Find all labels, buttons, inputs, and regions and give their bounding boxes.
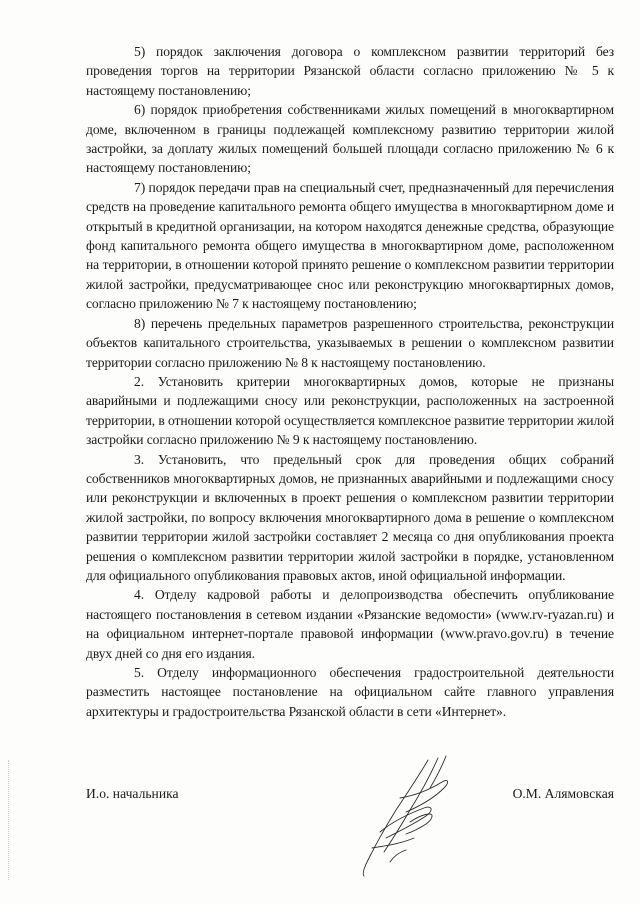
paragraph-item-6: 6) порядок приобретения собственниками жилых помещений в многоквартирном доме, включенном в границы подлежащей комплексному развитию территории жилой застройки, за доплату жилых помещений большей площади согласно приложению № 6 к настоящему постановлению; (86, 102, 614, 176)
document-body (86, 42, 614, 721)
signatory-name: О.М. Алямовская (512, 786, 614, 801)
paragraph-clause-4: 4. Отделу кадровой работы и делопроизводства обеспечить опубликование настоящего постановления в сетевом издании «Рязанские ведомости» (www.rv-ryazan.ru) и на официальном интернет-портале правовой информации (www.pravo.gov.ru) в течение двух дней со дня его издания. (86, 587, 614, 661)
signatory-title: И.о. начальника (86, 786, 179, 801)
signature-block (86, 786, 614, 808)
handwritten-signature (350, 752, 480, 882)
paragraph-item-5: 5) порядок заключения договора о комплексном развитии территорий без проведения торгов на территории Рязанской области согласно приложению № 5 к настоящему постановлению; (86, 44, 614, 98)
paragraph-item-7: 7) порядок передачи прав на специальный счет, предназначенный для перечисления средств на проведение капитального ремонта общего имущества в многоквартирном доме и открытый в кредитной организации, на котором находятся денежные средства, образующие фонд капитального ремонта общего имущества в многоквартирном доме, расположенном на территории, в отношении которой принято решение о комплексном развитии территории жилой застройки, предусматривающее снос или реконструкцию многоквартирных домов, согласно приложению № 7 к настоящему постановлению; (86, 179, 614, 312)
paragraph-clause-3: 3. Установить, что предельный срок для проведения общих собраний собственников многоквартирных домов, не признанных аварийными и подлежащими сносу или реконструкции и включенных в проект решения о комплексном развитии территории жилой застройки, по вопросу включения многоквартирного дома в решение о комплексном развитии территории жилой застройки составляет 2 месяца со дня опубликования проекта решения о комплексном развитии территории жилой застройки в порядке, установленном для официального опубликования правовых актов, иной официальной информации. (86, 451, 614, 583)
paragraph-clause-2: 2. Установить критерии многоквартирных домов, которые не признаны аварийными и подлежащими сносу или реконструкции, расположенных на застроенной территории, в отношении которой осуществляется комплексное развитие территории жилой застройки согласно приложению № 9 к настоящему постановлению. (86, 373, 614, 448)
paragraph-item-8: 8) перечень предельных параметров разрешенного строительства, реконструкции объектов капитального строительства, указываемых в решении о комплексном развитии территории согласно приложению № 8 к настоящему постановлению. (86, 315, 614, 370)
scan-edge-mark (8, 760, 10, 880)
paragraph-clause-5: 5. Отделу информационного обеспечения градостроительной деятельности разместить настоящее постановление на официальном сайте главного управления архитектуры и градостроительства Рязанской области в сети «Интернет». (86, 665, 614, 719)
